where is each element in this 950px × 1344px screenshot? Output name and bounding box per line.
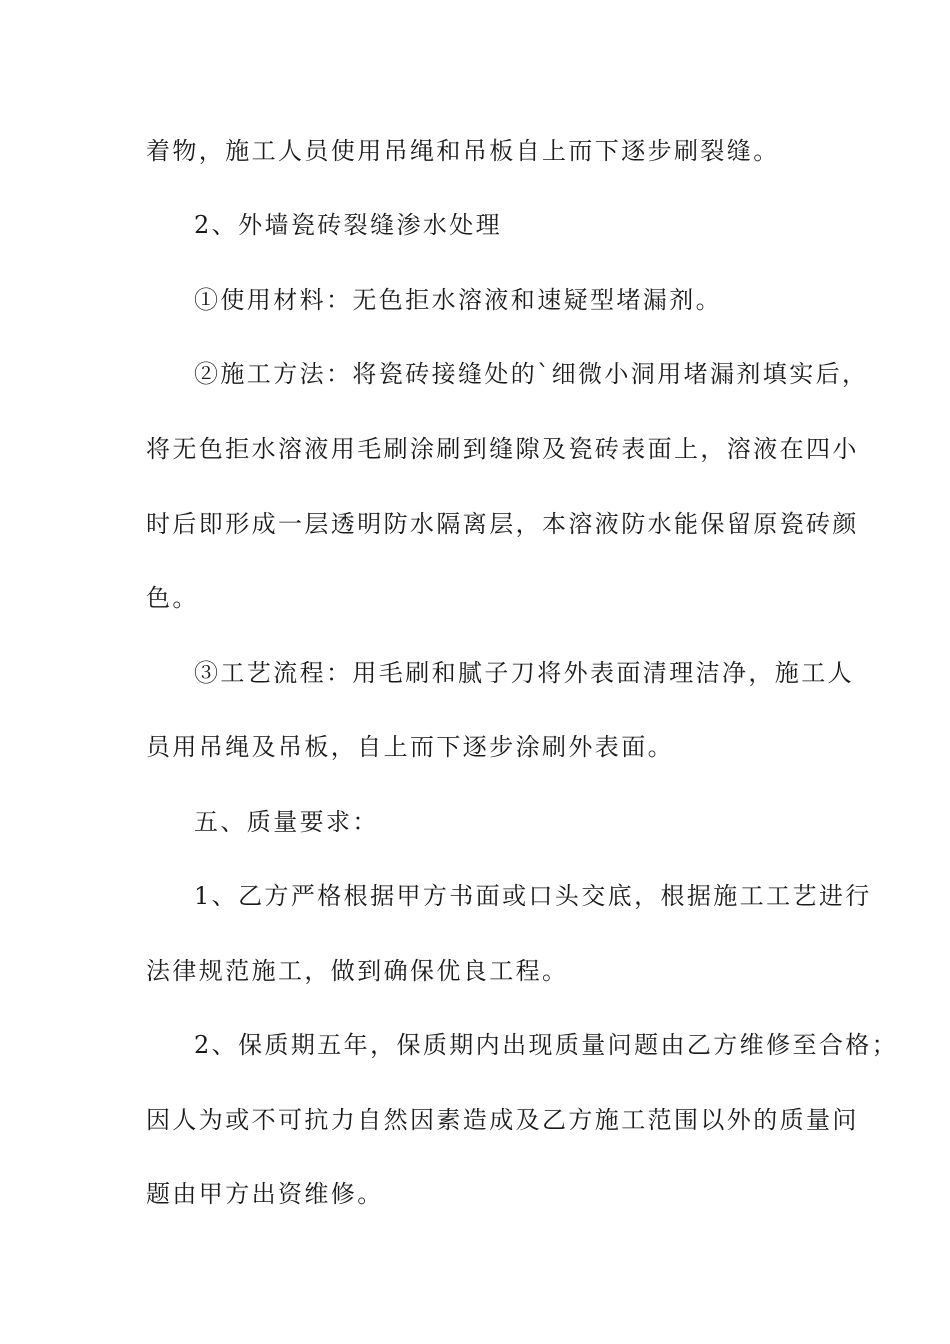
paragraph-process-line-1: ③工艺流程：用毛刷和腻子刀将外表面清理洁净，施工人 — [194, 659, 854, 687]
paragraph-quality-1-line-1: 1、乙方严格根据甲方书面或口头交底，根据施工工艺进行 — [194, 882, 872, 910]
paragraph-quality-1-line-2: 法律规范施工，做到确保优良工程。 — [146, 957, 569, 985]
paragraph-method-line-2: 将无色拒水溶液用毛刷涂刷到缝隙及瓷砖表面上，溶液在四小 — [146, 435, 859, 463]
paragraph-method-line-1: ②施工方法：将瓷砖接缝处的`细微小洞用堵漏剂填实后， — [194, 360, 869, 388]
section-heading-quality: 五、质量要求： — [194, 808, 379, 836]
paragraph-line-1: 着物，施工人员使用吊绳和吊板自上而下逐步刷裂缝。 — [146, 137, 780, 165]
paragraph-method-line-4: 色。 — [146, 584, 199, 612]
section-heading-crack-treatment: 2、外墙瓷砖裂缝渗水处理 — [194, 211, 503, 239]
paragraph-quality-2-line-1: 2、保质期五年，保质期内出现质量问题由乙方维修至合格； — [194, 1031, 899, 1059]
paragraph-quality-2-line-3: 题由甲方出资维修。 — [146, 1180, 384, 1208]
paragraph-quality-2-line-2: 因人为或不可抗力自然因素造成及乙方施工范围以外的质量问 — [146, 1106, 859, 1134]
paragraph-method-line-3: 时后即形成一层透明防水隔离层，本溶液防水能保留原瓷砖颜 — [146, 510, 859, 538]
paragraph-process-line-2: 员用吊绳及吊板，自上而下逐步涂刷外表面。 — [146, 733, 674, 761]
paragraph-materials: ①使用材料：无色拒水溶液和速疑型堵漏剂。 — [194, 286, 722, 314]
